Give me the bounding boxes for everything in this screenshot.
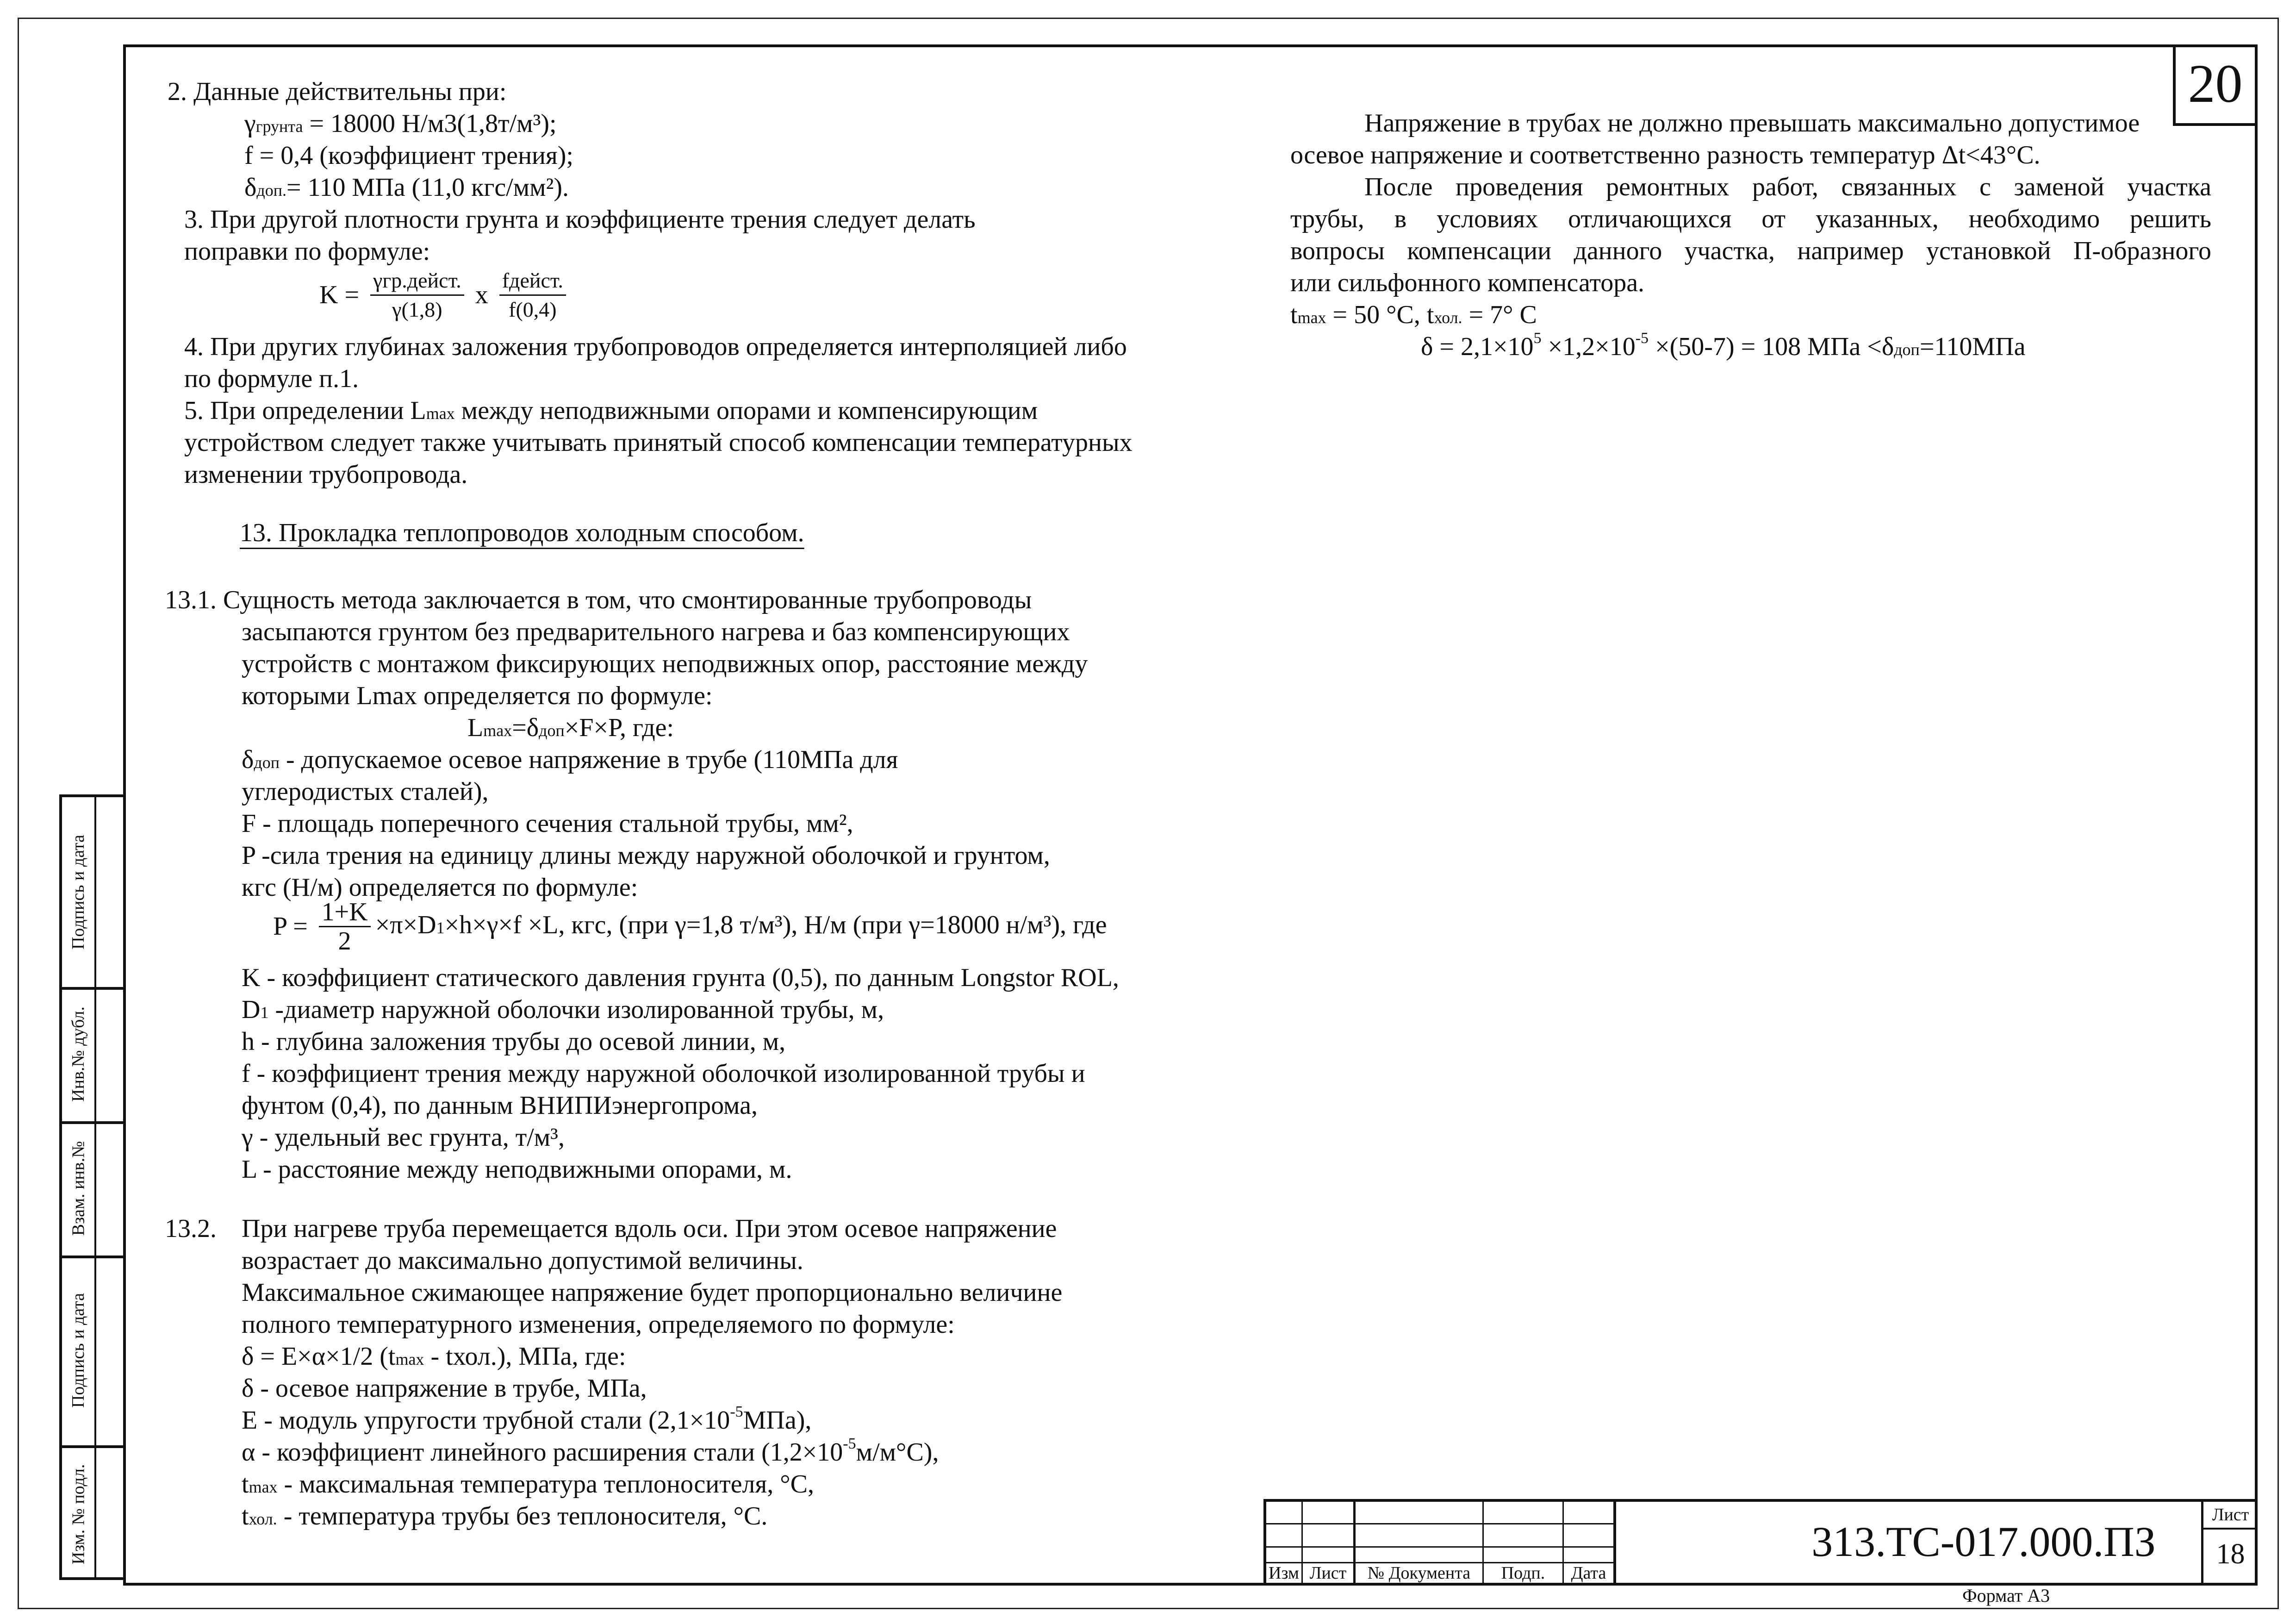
note2-delta: δдоп.= 110 МПа (11,0 кгс/мм²).: [244, 173, 569, 202]
col-document: № Документа: [1367, 1563, 1471, 1583]
right-calculation: $\delta = 2,1\times 10^5 \times 1,2\times 10^{-5} \times(50-7) = 108$ МПа <δдоп=110МПа: [1421, 330, 2026, 361]
section13-heading: 13. Прокладка теплопроводов холодным способом.: [240, 518, 804, 547]
note3-line1: 3. При другой плотности грунта и коэффициенте трения следует делать: [184, 205, 976, 234]
e-definition: E - модуль упругости трубной стали $(2,1\times 10^{-5}МПа)$,: [242, 1403, 812, 1435]
note2-friction: f = 0,4 (коэффициент трения);: [244, 141, 573, 170]
format-label: Формат А3: [1962, 1585, 2050, 1606]
l-definition: L - расстояние между неподвижными опорами, м.: [242, 1155, 792, 1184]
strip-inv-dubl: Инв.№ дубл.: [68, 1006, 88, 1102]
s132-line1: При нагреве труба перемещается вдоль оси. При этом осевое напряжение: [242, 1214, 1057, 1243]
note5-line2: устройством следует также учитывать принятый способ компенсации температурных: [184, 428, 1132, 457]
s132-number: 13.2.: [165, 1214, 217, 1243]
k-formula: K = $\frac{\text{γгр.дейст.}}{\gamma(1,8)}$ x $\frac{\text{fдейст.}}{f(0,4)}$: [319, 269, 571, 322]
s132-line4: полного температурного изменения, определяемого по формуле:: [242, 1310, 955, 1339]
f-definition-2: фунтом (0,4), по данным ВНИПИэнергопрома,: [242, 1091, 758, 1120]
right-p1-line2: осевое напряжение и соответственно разность температур Δt<43°С.: [1290, 141, 2041, 169]
s132-line2: возрастает до максимально допустимой величины.: [242, 1246, 803, 1275]
strip-inv-podl: Изм. № подл.: [68, 1464, 88, 1564]
right-p2-line3: вопросы компенсации данного участка, например установкой П-образного: [1290, 237, 2211, 265]
right-temperatures: tmax = 50 °С, tхол. = 7° С: [1290, 300, 1537, 329]
note3-line2: поправки по формуле:: [184, 237, 430, 266]
strip-divider-vertical: [94, 797, 96, 1577]
s131-line2: засыпаются грунтом без предварительного нагрева и баз компенсирующих: [242, 618, 1070, 646]
lmax-formula: Lmax=δдоп×F×P, где:: [467, 713, 674, 742]
col-date: Дата: [1571, 1563, 1606, 1583]
s131-line4: которыми Lmax определяется по формуле:: [242, 681, 713, 710]
note4-line2: по формуле п.1.: [184, 364, 359, 393]
alpha-definition: α - коэффициент линейного расширения стали $(1,2\times 10^{-5}м/м^\circ С)$,: [242, 1435, 939, 1467]
h-definition: h - глубина заложения трубы до осевой линии, м,: [242, 1027, 786, 1056]
note2-gamma: γгрунта = 18000 Н/м3(1,8т/м³);: [244, 109, 557, 138]
document-code: 313.ТС-017.000.ПЗ: [1811, 1518, 2156, 1565]
ddop-definition-2: углеродистых сталей),: [242, 777, 489, 806]
title-block: [1263, 1499, 2255, 1583]
sheet-label: Лист: [2212, 1505, 2249, 1524]
strip-signature-date-1: Подпись и дата: [68, 834, 88, 950]
k-fraction-1: $\frac{\text{γгр.дейст.}}{\gamma(1,8)}$: [370, 269, 464, 322]
p-definition-2: кгс (Н/м) определяется по формуле:: [242, 873, 638, 902]
right-p2-line1: После проведения ремонтных работ, связанных с заменой участка: [1364, 173, 2211, 201]
col-signature: Подп.: [1501, 1563, 1545, 1583]
thol-definition: tхол. - температура трубы без теплоносителя, °С.: [242, 1502, 768, 1530]
note5-line3: изменении трубопровода.: [184, 460, 468, 489]
page-number: 20: [2173, 44, 2255, 126]
s132-line3: Максимальное сжимающее напряжение будет пропорционально величине: [242, 1278, 1063, 1307]
strip-vzam-inv: Взам. инв.№: [68, 1141, 88, 1236]
p-definition-1: P -сила трения на единицу длины между наружной оболочкой и грунтом,: [242, 841, 1050, 870]
delta-definition: δ - осевое напряжение в трубе, МПа,: [242, 1374, 647, 1403]
gamma-definition: γ - удельный вес грунта, т/м³,: [242, 1123, 565, 1152]
p-fraction: $\frac{1+K}{2}$: [319, 900, 371, 953]
right-p2-line4: или сильфонного компенсатора.: [1290, 269, 1645, 297]
note4-line1: 4. При других глубинах заложения трубопроводов определяется интерполяцией либо: [184, 332, 1127, 361]
col-izm: Изм: [1269, 1563, 1299, 1583]
p-formula: P = $\frac{1+K}{2}$ ×π×D1×h×γ×f ×L, кгс, (при γ=1,8 т/м³), Н/м (при γ=18000 н/м³), где: [273, 898, 1107, 956]
k-fraction-2: $\frac{\text{fдейст.}}{f(0,4)}$: [499, 269, 566, 322]
ddop-definition: δдоп - допускаемое осевое напряжение в трубе (110МПа для: [242, 745, 898, 774]
sheet-number: 18: [2216, 1538, 2245, 1570]
delta-formula: δ = E×α×1/2 (tmax - tхол.), МПа, где:: [242, 1342, 626, 1371]
tmax-definition: tmax - максимальная температура теплоносителя, °С,: [242, 1470, 815, 1499]
k-definition: K - коэффициент статического давления грунта (0,5), по данным Longstor ROL,: [242, 963, 1119, 992]
right-p1-line1: Напряжение в трубах не должно превышать максимально допустимое: [1364, 109, 2140, 137]
s131-line1: 13.1. Сущность метода заключается в том, что смонтированные трубопроводы: [165, 586, 1032, 614]
right-p2-line2: трубы, в условиях отличающихся от указанных, необходимо решить: [1290, 205, 2211, 233]
note5-line1: 5. При определении Lmax между неподвижными опорами и компенсирующим: [184, 396, 1038, 425]
margin-strip: [59, 794, 123, 1580]
strip-signature-date-2: Подпись и дата: [68, 1293, 88, 1408]
f-definition-1: f - коэффициент трения между наружной оболочкой изолированной трубы и: [242, 1059, 1085, 1088]
note2-title: 2. Данные действительны при:: [168, 77, 507, 106]
f-area-definition: F - площадь поперечного сечения стальной трубы, мм²,: [242, 809, 853, 838]
s131-line3: устройств с монтажом фиксирующих неподвижных опор, расстояние между: [242, 650, 1088, 678]
d1-definition: D1 -диаметр наружной оболочки изолированной трубы, м,: [242, 995, 884, 1024]
col-list: Лист: [1309, 1563, 1347, 1583]
